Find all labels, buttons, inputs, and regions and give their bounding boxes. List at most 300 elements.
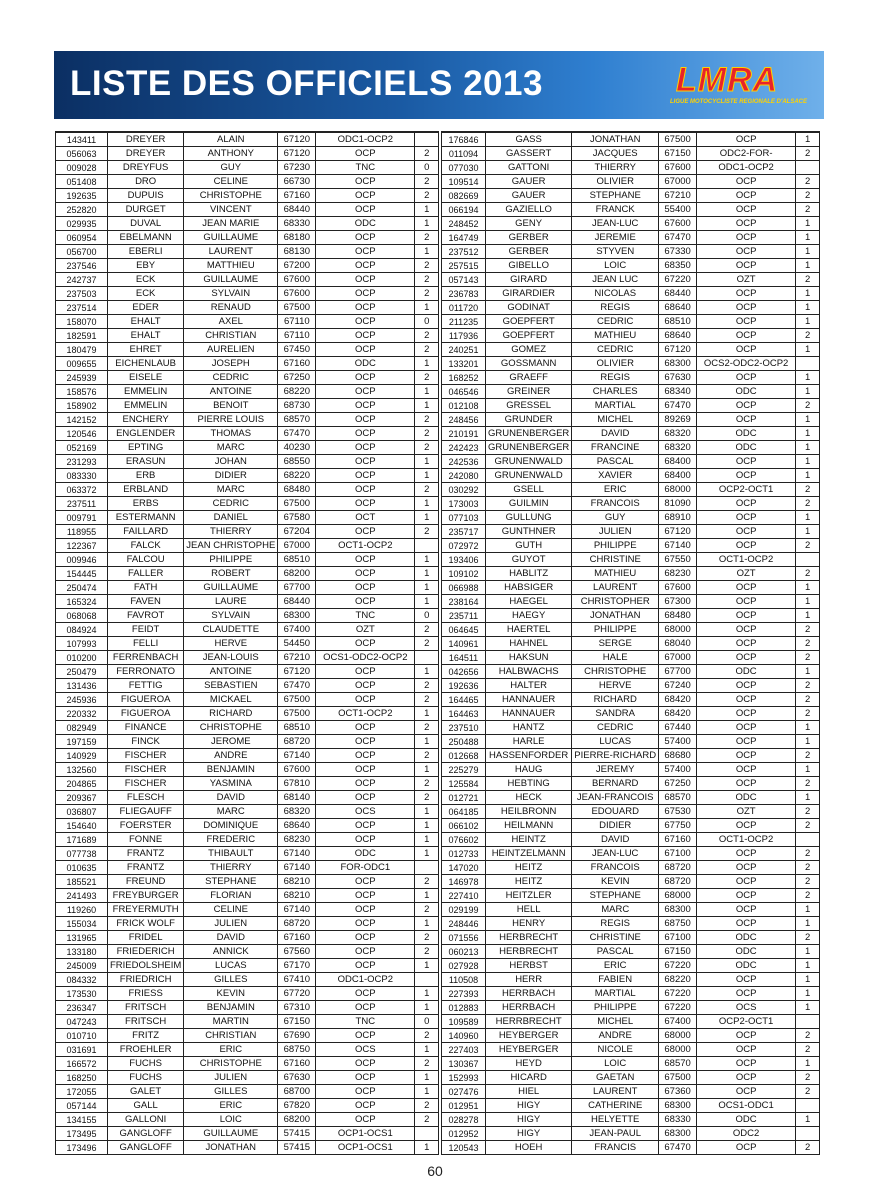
last-name-cell: FIGUEROA xyxy=(108,693,184,707)
last-name-cell: DURGET xyxy=(108,203,184,217)
last-name-cell: DREYFUS xyxy=(108,161,184,175)
license-number-cell: 082949 xyxy=(56,721,108,735)
postal-code-cell: 68000 xyxy=(659,889,697,903)
level-cell: 1 xyxy=(796,721,820,735)
right-table-row xyxy=(442,427,820,441)
left-table-row xyxy=(56,259,439,273)
function-cell: OCP xyxy=(316,791,415,805)
level-cell: 2 xyxy=(415,483,439,497)
first-name-cell: GUILLAUME xyxy=(184,1127,278,1141)
license-number-cell: 052169 xyxy=(56,441,108,455)
level-cell: 1 xyxy=(415,889,439,903)
level-cell: 2 xyxy=(415,147,439,161)
function-cell: OCP xyxy=(316,1113,415,1127)
level-cell: 2 xyxy=(415,875,439,889)
function-cell: TNC xyxy=(316,609,415,623)
postal-code-cell: 67120 xyxy=(278,132,316,147)
license-number-cell: 237512 xyxy=(442,245,486,259)
function-cell: OCP xyxy=(316,637,415,651)
postal-code-cell: 67120 xyxy=(278,665,316,679)
last-name-cell: FUCHS xyxy=(108,1057,184,1071)
level-cell: 1 xyxy=(796,945,820,959)
first-name-cell: MICHEL xyxy=(572,413,659,427)
last-name-cell: HEILBRONN xyxy=(486,805,572,819)
level-cell: 1 xyxy=(796,973,820,987)
first-name-cell: JONATHAN xyxy=(572,132,659,147)
function-cell: OCP2-OCT1 xyxy=(697,483,796,497)
function-cell: OCP xyxy=(316,875,415,889)
left-table-row xyxy=(56,357,439,371)
function-cell: OCP xyxy=(316,819,415,833)
first-name-cell: NICOLE xyxy=(572,1043,659,1057)
postal-code-cell: 67440 xyxy=(659,721,697,735)
first-name-cell: GILLES xyxy=(184,1085,278,1099)
last-name-cell: GAUER xyxy=(486,189,572,203)
level-cell: 2 xyxy=(415,343,439,357)
level-cell: 1 xyxy=(796,287,820,301)
last-name-cell: FEIDT xyxy=(108,623,184,637)
level-cell: 1 xyxy=(796,959,820,973)
right-table-row xyxy=(442,413,820,427)
license-number-cell: 120543 xyxy=(442,1141,486,1155)
last-name-cell: FLESCH xyxy=(108,791,184,805)
postal-code-cell: 67500 xyxy=(278,301,316,315)
level-cell: 1 xyxy=(796,763,820,777)
right-table-row xyxy=(442,945,820,959)
level-cell: 1 xyxy=(796,581,820,595)
level-cell: 2 xyxy=(415,413,439,427)
last-name-cell: FRIEDOLSHEIM xyxy=(108,959,184,973)
function-cell: OCP xyxy=(316,287,415,301)
right-table-row xyxy=(442,161,820,175)
last-name-cell: HALBWACHS xyxy=(486,665,572,679)
first-name-cell: JEREMY xyxy=(572,763,659,777)
first-name-cell: JULIEN xyxy=(184,1071,278,1085)
license-number-cell: 164465 xyxy=(442,693,486,707)
first-name-cell: HERVE xyxy=(184,637,278,651)
first-name-cell: SYLVAIN xyxy=(184,287,278,301)
license-number-cell: 060213 xyxy=(442,945,486,959)
function-cell: OCP xyxy=(697,581,796,595)
first-name-cell: STEPHANE xyxy=(572,889,659,903)
first-name-cell: FREDERIC xyxy=(184,833,278,847)
first-name-cell: ALAIN xyxy=(184,132,278,147)
postal-code-cell: 67240 xyxy=(659,679,697,693)
license-number-cell: 240251 xyxy=(442,343,486,357)
first-name-cell: KEVIN xyxy=(184,987,278,1001)
first-name-cell: PIERRE-RICHARD xyxy=(572,749,659,763)
right-table-row xyxy=(442,525,820,539)
postal-code-cell: 67140 xyxy=(659,539,697,553)
license-number-cell: 064645 xyxy=(442,623,486,637)
postal-code-cell: 68440 xyxy=(278,595,316,609)
right-table-row xyxy=(442,539,820,553)
postal-code-cell: 68300 xyxy=(659,1127,697,1141)
right-table-row xyxy=(442,763,820,777)
last-name-cell: HASSENFORDER xyxy=(486,749,572,763)
level-cell: 2 xyxy=(796,637,820,651)
first-name-cell: JONATHAN xyxy=(572,609,659,623)
license-number-cell: 068068 xyxy=(56,609,108,623)
postal-code-cell: 68320 xyxy=(659,427,697,441)
level-cell: 2 xyxy=(415,441,439,455)
function-cell: ODC xyxy=(316,847,415,861)
license-number-cell: 197159 xyxy=(56,735,108,749)
function-cell: OCP xyxy=(697,693,796,707)
license-number-cell: 168250 xyxy=(56,1071,108,1085)
left-table-row xyxy=(56,581,439,595)
license-number-cell: 164511 xyxy=(442,651,486,665)
postal-code-cell: 67690 xyxy=(278,1029,316,1043)
license-number-cell: 077030 xyxy=(442,161,486,175)
first-name-cell: JEAN-LOUIS xyxy=(184,651,278,665)
first-name-cell: LOIC xyxy=(184,1113,278,1127)
left-table-row xyxy=(56,371,439,385)
right-table-row xyxy=(442,231,820,245)
function-cell: OCP xyxy=(316,455,415,469)
level-cell: 1 xyxy=(796,259,820,273)
first-name-cell: PHILIPPE xyxy=(572,623,659,637)
level-cell: 2 xyxy=(796,651,820,665)
first-name-cell: ANTHONY xyxy=(184,147,278,161)
first-name-cell: REGIS xyxy=(572,301,659,315)
left-table-row xyxy=(56,609,439,623)
license-number-cell: 027928 xyxy=(442,959,486,973)
level-cell: 1 xyxy=(796,903,820,917)
right-table-row xyxy=(442,679,820,693)
first-name-cell: VINCENT xyxy=(184,203,278,217)
last-name-cell: FAILLARD xyxy=(108,525,184,539)
level-cell: 2 xyxy=(796,749,820,763)
postal-code-cell: 68300 xyxy=(278,609,316,623)
last-name-cell: ERBS xyxy=(108,497,184,511)
function-cell: OCP xyxy=(697,189,796,203)
first-name-cell: CEDRIC xyxy=(572,315,659,329)
postal-code-cell: 68720 xyxy=(278,735,316,749)
postal-code-cell: 68220 xyxy=(278,385,316,399)
license-number-cell: 084924 xyxy=(56,623,108,637)
first-name-cell: GAETAN xyxy=(572,1071,659,1085)
left-table-row xyxy=(56,651,439,665)
license-number-cell: 210191 xyxy=(442,427,486,441)
right-table-row xyxy=(442,861,820,875)
first-name-cell: SYLVAIN xyxy=(184,609,278,623)
last-name-cell: HECK xyxy=(486,791,572,805)
first-name-cell: CATHERINE xyxy=(572,1099,659,1113)
first-name-cell: THOMAS xyxy=(184,427,278,441)
function-cell: OCP xyxy=(697,861,796,875)
license-number-cell: 250479 xyxy=(56,665,108,679)
last-name-cell: HEINTZELMANN xyxy=(486,847,572,861)
left-table-row xyxy=(56,539,439,553)
last-name-cell: FERRENBACH xyxy=(108,651,184,665)
function-cell: OCP xyxy=(316,987,415,1001)
level-cell xyxy=(415,1127,439,1141)
level-cell: 2 xyxy=(415,945,439,959)
postal-code-cell: 68300 xyxy=(659,1099,697,1113)
level-cell: 2 xyxy=(415,623,439,637)
last-name-cell: GRUNDER xyxy=(486,413,572,427)
license-number-cell: 047243 xyxy=(56,1015,108,1029)
postal-code-cell: 68550 xyxy=(278,455,316,469)
last-name-cell: DUPUIS xyxy=(108,189,184,203)
level-cell: 1 xyxy=(796,609,820,623)
last-name-cell: GREINER xyxy=(486,385,572,399)
function-cell: OCP xyxy=(697,511,796,525)
function-cell: TNC xyxy=(316,161,415,175)
license-number-cell: 109589 xyxy=(442,1015,486,1029)
postal-code-cell: 67110 xyxy=(278,329,316,343)
function-cell: OCP xyxy=(697,399,796,413)
license-number-cell: 158902 xyxy=(56,399,108,413)
first-name-cell: OLIVIER xyxy=(572,175,659,189)
license-number-cell: 237510 xyxy=(442,721,486,735)
last-name-cell: HAHNEL xyxy=(486,637,572,651)
license-number-cell: 252820 xyxy=(56,203,108,217)
left-table-row xyxy=(56,147,439,161)
license-number-cell: 030292 xyxy=(442,483,486,497)
level-cell: 1 xyxy=(415,707,439,721)
last-name-cell: GSELL xyxy=(486,483,572,497)
license-number-cell: 158576 xyxy=(56,385,108,399)
license-number-cell: 204865 xyxy=(56,777,108,791)
license-number-cell: 109102 xyxy=(442,567,486,581)
first-name-cell: LUCAS xyxy=(184,959,278,973)
lmra-logo xyxy=(670,59,807,113)
postal-code-cell: 67630 xyxy=(278,1071,316,1085)
function-cell: ODC1-OCP2 xyxy=(697,161,796,175)
postal-code-cell: 67250 xyxy=(278,371,316,385)
postal-code-cell: 68400 xyxy=(659,469,697,483)
postal-code-cell: 67550 xyxy=(659,553,697,567)
function-cell: OCP xyxy=(316,931,415,945)
left-table-row xyxy=(56,693,439,707)
postal-code-cell: 67150 xyxy=(659,147,697,161)
first-name-cell: JULIEN xyxy=(572,525,659,539)
function-cell: OCP xyxy=(316,413,415,427)
first-name-cell: BENJAMIN xyxy=(184,1001,278,1015)
license-number-cell: 165324 xyxy=(56,595,108,609)
postal-code-cell: 67120 xyxy=(659,525,697,539)
last-name-cell: GRUNENWALD xyxy=(486,469,572,483)
license-number-cell: 245939 xyxy=(56,371,108,385)
function-cell: OCP xyxy=(697,469,796,483)
license-number-cell: 012883 xyxy=(442,1001,486,1015)
function-cell: OCT1-OCP2 xyxy=(316,707,415,721)
license-number-cell: 164463 xyxy=(442,707,486,721)
level-cell: 1 xyxy=(796,987,820,1001)
last-name-cell: GRUNENBERGER xyxy=(486,427,572,441)
function-cell: OCP xyxy=(697,763,796,777)
last-name-cell: FOERSTER xyxy=(108,819,184,833)
postal-code-cell: 67700 xyxy=(278,581,316,595)
license-number-cell: 012733 xyxy=(442,847,486,861)
license-number-cell: 109514 xyxy=(442,175,486,189)
right-table-row xyxy=(442,707,820,721)
postal-code-cell: 67210 xyxy=(659,189,697,203)
license-number-cell: 140961 xyxy=(442,637,486,651)
first-name-cell: AXEL xyxy=(184,315,278,329)
left-table-row xyxy=(56,595,439,609)
right-table-row xyxy=(442,567,820,581)
license-number-cell: 235711 xyxy=(442,609,486,623)
level-cell: 1 xyxy=(796,735,820,749)
license-number-cell: 166572 xyxy=(56,1057,108,1071)
last-name-cell: DRO xyxy=(108,175,184,189)
level-cell: 1 xyxy=(415,581,439,595)
function-cell: OCP xyxy=(316,203,415,217)
first-name-cell: CHRISTOPHE xyxy=(184,1057,278,1071)
first-name-cell: FRANCK xyxy=(572,203,659,217)
level-cell: 1 xyxy=(415,217,439,231)
license-number-cell: 173496 xyxy=(56,1141,108,1155)
first-name-cell: THIERRY xyxy=(572,161,659,175)
first-name-cell: GUILLAUME xyxy=(184,273,278,287)
last-name-cell: FRITSCH xyxy=(108,1001,184,1015)
last-name-cell: FRANTZ xyxy=(108,861,184,875)
last-name-cell: GUTH xyxy=(486,539,572,553)
last-name-cell: EMMELIN xyxy=(108,385,184,399)
license-number-cell: 057144 xyxy=(56,1099,108,1113)
last-name-cell: GULLUNG xyxy=(486,511,572,525)
level-cell: 2 xyxy=(415,189,439,203)
left-table-row xyxy=(56,1099,439,1113)
postal-code-cell: 67160 xyxy=(278,1057,316,1071)
last-name-cell: HEITZ xyxy=(486,875,572,889)
license-number-cell: 117936 xyxy=(442,329,486,343)
right-table-row xyxy=(442,315,820,329)
level-cell: 2 xyxy=(796,273,820,287)
license-number-cell: 250488 xyxy=(442,735,486,749)
license-number-cell: 173530 xyxy=(56,987,108,1001)
postal-code-cell: 68330 xyxy=(278,217,316,231)
left-table-row xyxy=(56,231,439,245)
function-cell: OCP xyxy=(697,777,796,791)
last-name-cell: HAKSUN xyxy=(486,651,572,665)
level-cell: 1 xyxy=(415,805,439,819)
first-name-cell: SERGE xyxy=(572,637,659,651)
function-cell: OCP xyxy=(316,245,415,259)
postal-code-cell: 68720 xyxy=(659,861,697,875)
right-table-row xyxy=(442,1141,820,1155)
postal-code-cell: 67000 xyxy=(659,651,697,665)
last-name-cell: HERRBACH xyxy=(486,987,572,1001)
first-name-cell: CHRISTOPHE xyxy=(184,189,278,203)
last-name-cell: HEINTZ xyxy=(486,833,572,847)
level-cell: 1 xyxy=(796,441,820,455)
function-cell: ODC xyxy=(697,427,796,441)
function-cell: TNC xyxy=(316,1015,415,1029)
license-number-cell: 248452 xyxy=(442,217,486,231)
postal-code-cell: 67400 xyxy=(278,623,316,637)
postal-code-cell: 67600 xyxy=(659,581,697,595)
left-table-row xyxy=(56,455,439,469)
license-number-cell: 168252 xyxy=(442,371,486,385)
level-cell: 1 xyxy=(796,595,820,609)
license-number-cell: 071556 xyxy=(442,931,486,945)
right-table-row xyxy=(442,1043,820,1057)
first-name-cell: DIDIER xyxy=(184,469,278,483)
license-number-cell: 056700 xyxy=(56,245,108,259)
postal-code-cell: 55400 xyxy=(659,203,697,217)
level-cell: 1 xyxy=(415,847,439,861)
level-cell xyxy=(415,651,439,665)
left-table-row xyxy=(56,497,439,511)
level-cell: 1 xyxy=(415,1043,439,1057)
postal-code-cell: 68040 xyxy=(659,637,697,651)
function-cell: OCP xyxy=(697,1029,796,1043)
postal-code-cell: 67470 xyxy=(659,399,697,413)
function-cell: OCP xyxy=(697,707,796,721)
function-cell: OCP xyxy=(316,441,415,455)
last-name-cell: EICHENLAUB xyxy=(108,357,184,371)
last-name-cell: FREUND xyxy=(108,875,184,889)
first-name-cell: LAURENT xyxy=(572,1085,659,1099)
function-cell: OCP xyxy=(697,735,796,749)
function-cell: OCP xyxy=(697,1085,796,1099)
left-table-row xyxy=(56,805,439,819)
first-name-cell: MATHIEU xyxy=(572,567,659,581)
left-table-row xyxy=(56,413,439,427)
level-cell: 1 xyxy=(415,1141,439,1155)
level-cell: 2 xyxy=(796,483,820,497)
postal-code-cell: 67750 xyxy=(659,819,697,833)
level-cell: 2 xyxy=(796,889,820,903)
level-cell xyxy=(415,539,439,553)
function-cell: OCP xyxy=(697,497,796,511)
license-number-cell: 225279 xyxy=(442,763,486,777)
left-table-row xyxy=(56,735,439,749)
license-number-cell: 180479 xyxy=(56,343,108,357)
left-table-row xyxy=(56,1127,439,1141)
function-cell: FOR-ODC1 xyxy=(316,861,415,875)
last-name-cell: DUVAL xyxy=(108,217,184,231)
level-cell: 1 xyxy=(415,385,439,399)
postal-code-cell: 68480 xyxy=(659,609,697,623)
first-name-cell: DAVID xyxy=(184,791,278,805)
first-name-cell: ANTOINE xyxy=(184,665,278,679)
level-cell: 1 xyxy=(415,1085,439,1099)
first-name-cell: DANIEL xyxy=(184,511,278,525)
left-table-row xyxy=(56,847,439,861)
postal-code-cell: 67300 xyxy=(659,595,697,609)
postal-code-cell: 68440 xyxy=(659,287,697,301)
left-table-row xyxy=(56,777,439,791)
function-cell: OCP xyxy=(697,1141,796,1155)
function-cell: OCP xyxy=(316,1085,415,1099)
function-cell: OCP xyxy=(697,203,796,217)
left-table-row xyxy=(56,1057,439,1071)
license-number-cell: 248456 xyxy=(442,413,486,427)
license-number-cell: 209367 xyxy=(56,791,108,805)
postal-code-cell: 68640 xyxy=(659,301,697,315)
license-number-cell: 077738 xyxy=(56,847,108,861)
last-name-cell: HEYBERGER xyxy=(486,1029,572,1043)
license-number-cell: 029935 xyxy=(56,217,108,231)
function-cell: OCP xyxy=(316,175,415,189)
right-table-row xyxy=(442,483,820,497)
license-number-cell: 012951 xyxy=(442,1099,486,1113)
level-cell: 2 xyxy=(415,287,439,301)
license-number-cell: 237514 xyxy=(56,301,108,315)
right-table-row xyxy=(442,1001,820,1015)
first-name-cell: PIERRE LOUIS xyxy=(184,413,278,427)
license-number-cell: 010200 xyxy=(56,651,108,665)
left-table-row xyxy=(56,469,439,483)
last-name-cell: FELLI xyxy=(108,637,184,651)
first-name-cell: PHILIPPE xyxy=(572,539,659,553)
level-cell: 1 xyxy=(415,735,439,749)
